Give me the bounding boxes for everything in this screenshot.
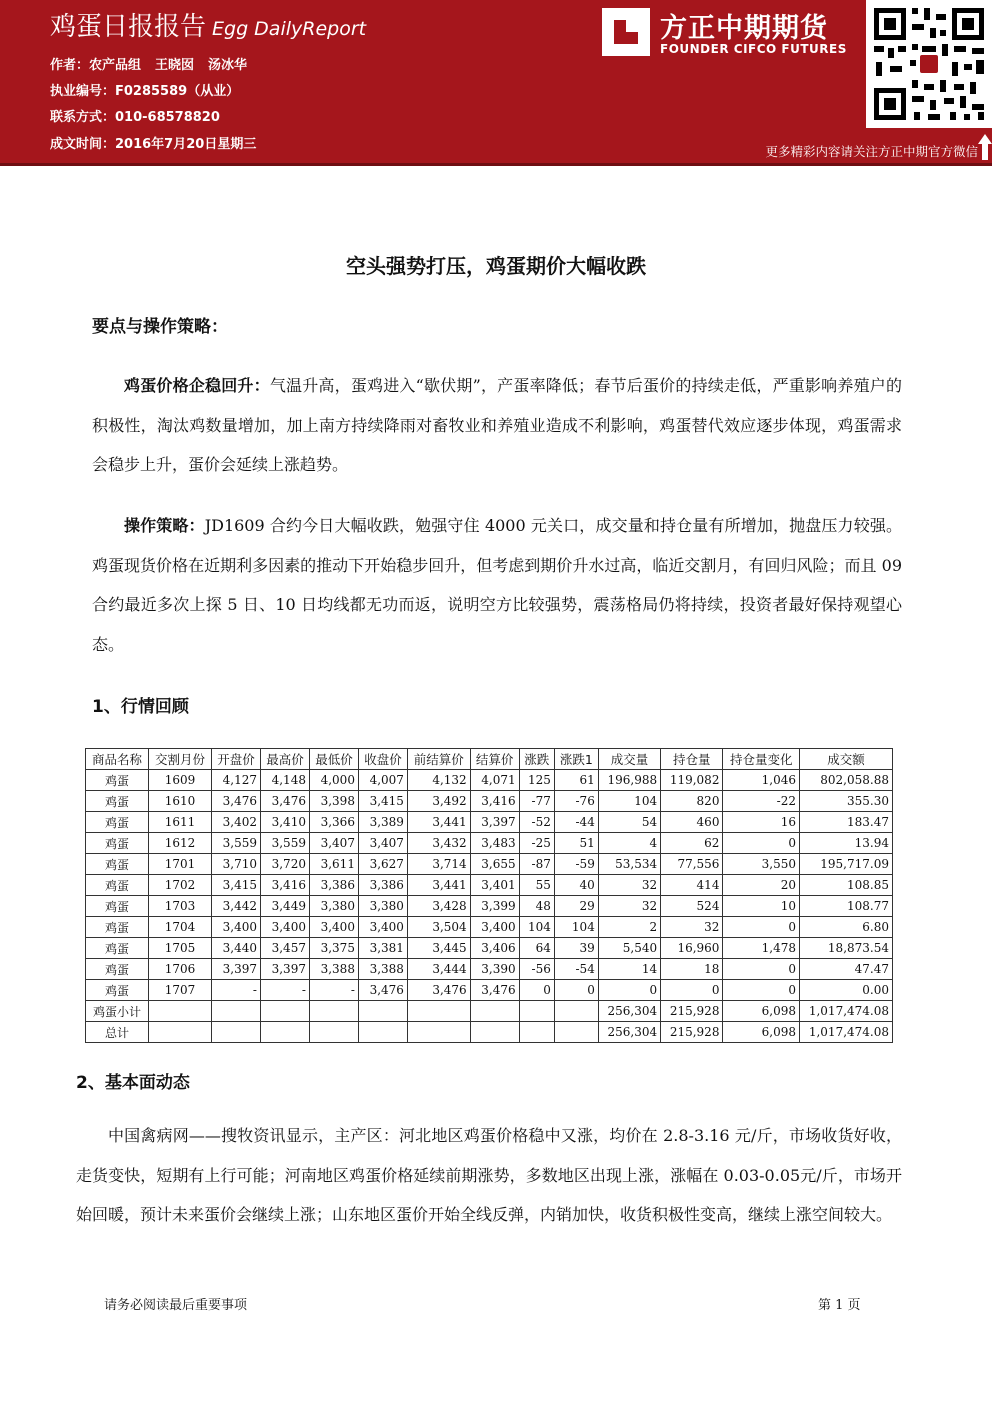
brand-name-en: FOUNDER CIFCO FUTURES (660, 42, 847, 56)
table-cell: 3,402 (212, 812, 261, 833)
subtotal-oi-change: 6,098 (723, 1001, 800, 1022)
total-open-interest: 215,928 (661, 1022, 723, 1043)
table-cell: 32 (598, 875, 660, 896)
column-header: 收盘价 (358, 749, 407, 770)
table-cell: 1701 (149, 854, 212, 875)
table-cell: 3,444 (407, 959, 470, 980)
table-cell: -54 (554, 959, 598, 980)
table-cell: 195,717.09 (800, 854, 893, 875)
subtotal-row (86, 1001, 893, 1022)
strategy-heading: 要点与操作策略： (92, 317, 228, 337)
table-cell: 3,400 (309, 917, 358, 938)
author-name: 汤冰华 (208, 58, 248, 73)
table-row (86, 896, 893, 917)
table-cell: 鸡蛋 (86, 854, 149, 875)
table-cell: 3,415 (358, 791, 407, 812)
table-cell: 3,399 (470, 896, 519, 917)
table-cell: 55 (519, 875, 554, 896)
table-cell: 0 (723, 917, 800, 938)
table-cell: 鸡蛋 (86, 917, 149, 938)
report-date: 成文时间：2016年7月20日星期三 (50, 137, 257, 152)
column-header: 涨跌 (519, 749, 554, 770)
logo-mark-icon (602, 8, 650, 56)
table-cell: 802,058.88 (800, 770, 893, 791)
table-cell: 32 (661, 917, 723, 938)
column-header: 前结算价 (407, 749, 470, 770)
table-cell: 3,720 (260, 854, 309, 875)
table-cell: 47.47 (800, 959, 893, 980)
table-cell: 3,445 (407, 938, 470, 959)
table-cell: 0 (598, 980, 660, 1001)
column-header: 成交额 (800, 749, 893, 770)
table-cell: 104 (519, 917, 554, 938)
table-cell: 1704 (149, 917, 212, 938)
table-cell: 355.30 (800, 791, 893, 812)
table-cell: 16 (723, 812, 800, 833)
author-name: 王晓囡 (155, 58, 195, 73)
table-cell: 3,386 (358, 875, 407, 896)
table-cell: 3,441 (407, 812, 470, 833)
wechat-follow-note: 更多精彩内容请关注方正中期官方微信 (765, 144, 978, 159)
table-cell: 3,559 (212, 833, 261, 854)
table-cell: 3,397 (470, 812, 519, 833)
footer-notice: 请务必阅读最后重要事项 (104, 1298, 248, 1313)
section-heading-fundamentals: 2、基本面动态 (76, 1073, 190, 1093)
page-number: 第 1 页 (818, 1298, 861, 1313)
total-turnover: 1,017,474.08 (800, 1022, 893, 1043)
table-cell: 3,390 (470, 959, 519, 980)
table-cell: 3,415 (212, 875, 261, 896)
empty-cell (212, 1022, 261, 1043)
table-cell: 3,388 (358, 959, 407, 980)
table-cell: 3,406 (470, 938, 519, 959)
table-cell: 108.85 (800, 875, 893, 896)
report-title-cn: 鸡蛋日报报告 (50, 12, 207, 42)
table-cell: 3,400 (260, 917, 309, 938)
brand-name-cn: 方正中期期货 (660, 13, 828, 44)
column-header: 最低价 (309, 749, 358, 770)
table-cell: 鸡蛋 (86, 833, 149, 854)
arrow-up-icon (978, 134, 992, 160)
table-cell: 183.47 (800, 812, 893, 833)
total-volume: 256,304 (598, 1022, 660, 1043)
table-cell: 1611 (149, 812, 212, 833)
table-cell: -52 (519, 812, 554, 833)
table-cell: 3,710 (212, 854, 261, 875)
empty-cell (358, 1001, 407, 1022)
strategy-paragraph (92, 506, 902, 664)
table-cell: 3,398 (309, 791, 358, 812)
fundamentals-paragraph: 中国禽病网——搜牧资讯显示，主产区：河北地区鸡蛋价格稳中又涨，均价在 2.8-3.16 元/斤，市场收货好收，走货变快，短期有上行可能；河南地区鸡蛋价格延续前期涨势，多数地区出现上涨，涨幅在 0.03-0.05元/斤，市场开始回暖，预计未来蛋价会继续上涨；山东地区蛋价开始全线反弹，内销加快，收货积极性变高，继续上涨空间较大。 (76, 1126, 902, 1224)
empty-cell (149, 1001, 212, 1022)
table-cell: 3,366 (309, 812, 358, 833)
table-cell: 3,476 (470, 980, 519, 1001)
table-cell: 鸡蛋 (86, 791, 149, 812)
table-cell: 3,432 (407, 833, 470, 854)
empty-cell (309, 1001, 358, 1022)
subtotal-volume: 256,304 (598, 1001, 660, 1022)
table-cell: 3,504 (407, 917, 470, 938)
table-cell: 6.80 (800, 917, 893, 938)
table-cell: 5,540 (598, 938, 660, 959)
author-line (50, 54, 247, 73)
table-cell: 13.94 (800, 833, 893, 854)
table-row (86, 959, 893, 980)
table-cell: 3,380 (309, 896, 358, 917)
empty-cell (554, 1022, 598, 1043)
table-cell: 3,442 (212, 896, 261, 917)
table-cell: 64 (519, 938, 554, 959)
qr-code (866, 0, 992, 128)
table-cell: 1610 (149, 791, 212, 812)
table-cell: 4,148 (260, 770, 309, 791)
table-cell: 3,428 (407, 896, 470, 917)
table-cell: 104 (598, 791, 660, 812)
table-cell: 125 (519, 770, 554, 791)
column-header: 持仓量变化 (723, 749, 800, 770)
subtotal-turnover: 1,017,474.08 (800, 1001, 893, 1022)
table-cell: 3,476 (407, 980, 470, 1001)
table-cell: 40 (554, 875, 598, 896)
table-cell: -87 (519, 854, 554, 875)
table-row (86, 980, 893, 1001)
table-cell: 3,380 (358, 896, 407, 917)
table-cell: 1706 (149, 959, 212, 980)
table-header-row (86, 749, 893, 770)
header-rule (0, 163, 992, 166)
table-cell: 0 (519, 980, 554, 1001)
table-cell: 鸡蛋 (86, 959, 149, 980)
table-row (86, 833, 893, 854)
price-outlook-paragraph (92, 366, 902, 485)
table-cell: 4,007 (358, 770, 407, 791)
empty-cell (407, 1001, 470, 1022)
page-title: 空头强势打压，鸡蛋期价大幅收跌 (346, 254, 646, 278)
table-cell: - (260, 980, 309, 1001)
column-header: 涨跌1 (554, 749, 598, 770)
table-cell: 14 (598, 959, 660, 980)
table-cell: 104 (554, 917, 598, 938)
empty-cell (519, 1001, 554, 1022)
table-cell: 鸡蛋 (86, 896, 149, 917)
column-header: 持仓量 (661, 749, 723, 770)
section-heading-market-review: 1、行情回顾 (92, 697, 189, 717)
table-row (86, 854, 893, 875)
table-cell: 1705 (149, 938, 212, 959)
table-cell: 3,476 (358, 980, 407, 1001)
table-cell: 3,401 (470, 875, 519, 896)
table-cell: 3,492 (407, 791, 470, 812)
table-cell: 3,440 (212, 938, 261, 959)
empty-cell (554, 1001, 598, 1022)
table-cell: 3,476 (260, 791, 309, 812)
table-cell: 3,397 (260, 959, 309, 980)
table-cell: 鸡蛋 (86, 980, 149, 1001)
paragraph-body: 气温升高，蛋鸡进入“歇伏期”，产蛋率降低；春节后蛋价的持续走低，严重影响养殖户的积极性，淘汰鸡数量增加，加上南方持续降雨对畜牧业和养殖业造成不利影响，鸡蛋替代效应逐步体现，鸡蛋需求会稳步上升，蛋价会延续上涨趋势。 (92, 376, 902, 474)
table-cell: 1702 (149, 875, 212, 896)
report-title-banner (50, 6, 366, 43)
table-cell: 108.77 (800, 896, 893, 917)
table-cell: 16,960 (661, 938, 723, 959)
table-cell: 414 (661, 875, 723, 896)
total-oi-change: 6,098 (723, 1022, 800, 1043)
table-cell: 3,416 (260, 875, 309, 896)
table-cell: 3,410 (260, 812, 309, 833)
column-header: 商品名称 (86, 749, 149, 770)
table-cell: 3,381 (358, 938, 407, 959)
table-cell: 0.00 (800, 980, 893, 1001)
table-cell: 1707 (149, 980, 212, 1001)
table-cell: 1703 (149, 896, 212, 917)
table-cell: 3,627 (358, 854, 407, 875)
empty-cell (470, 1001, 519, 1022)
table-cell: - (309, 980, 358, 1001)
table-cell: 3,655 (470, 854, 519, 875)
table-cell: 1609 (149, 770, 212, 791)
subtotal-open-interest: 215,928 (661, 1001, 723, 1022)
table-cell: -56 (519, 959, 554, 980)
empty-cell (519, 1022, 554, 1043)
table-cell: -22 (723, 791, 800, 812)
table-cell: 3,407 (309, 833, 358, 854)
column-header: 开盘价 (212, 749, 261, 770)
table-row (86, 938, 893, 959)
table-cell: 3,714 (407, 854, 470, 875)
table-cell: -59 (554, 854, 598, 875)
table-cell: 20 (723, 875, 800, 896)
contact-info: 联系方式：010-68578820 (50, 110, 220, 125)
table-cell: - (212, 980, 261, 1001)
paragraph-lead: 操作策略： (124, 516, 205, 535)
table-cell: 3,388 (309, 959, 358, 980)
empty-cell (149, 1022, 212, 1043)
market-table (85, 748, 893, 1043)
qr-code-icon (866, 0, 992, 128)
table-cell: 0 (661, 980, 723, 1001)
empty-cell (358, 1022, 407, 1043)
table-cell: 61 (554, 770, 598, 791)
table-cell: 29 (554, 896, 598, 917)
table-cell: 0 (554, 980, 598, 1001)
table-cell: 77,556 (661, 854, 723, 875)
table-cell: 820 (661, 791, 723, 812)
table-cell: 4,071 (470, 770, 519, 791)
table-cell: -77 (519, 791, 554, 812)
author-label: 作者： (50, 58, 90, 73)
table-cell: 3,386 (309, 875, 358, 896)
table-row (86, 770, 893, 791)
table-cell: 3,559 (260, 833, 309, 854)
table-cell: 3,389 (358, 812, 407, 833)
table-cell: 3,550 (723, 854, 800, 875)
report-title-en: Egg DailyReport (212, 18, 367, 40)
table-cell: 3,416 (470, 791, 519, 812)
table-cell: 1,478 (723, 938, 800, 959)
empty-cell (212, 1001, 261, 1022)
table-cell: 54 (598, 812, 660, 833)
table-row (86, 875, 893, 896)
column-header: 交割月份 (149, 749, 212, 770)
table-cell: 196,988 (598, 770, 660, 791)
empty-cell (470, 1022, 519, 1043)
table-cell: 3,400 (212, 917, 261, 938)
table-cell: 460 (661, 812, 723, 833)
license-number: 执业编号：F0285589（从业） (50, 84, 240, 99)
table-cell: 18 (661, 959, 723, 980)
table-row (86, 812, 893, 833)
table-cell: 鸡蛋 (86, 812, 149, 833)
table-cell: 3,449 (260, 896, 309, 917)
table-cell: 32 (598, 896, 660, 917)
table-cell: 1,046 (723, 770, 800, 791)
empty-cell (407, 1022, 470, 1043)
table-cell: 3,476 (212, 791, 261, 812)
table-cell: -25 (519, 833, 554, 854)
table-cell: 鸡蛋 (86, 770, 149, 791)
table-cell: 鸡蛋 (86, 875, 149, 896)
subtotal-label: 鸡蛋小计 (86, 1001, 149, 1022)
table-cell: 3,375 (309, 938, 358, 959)
table-row (86, 917, 893, 938)
empty-cell (260, 1022, 309, 1043)
table-cell: 10 (723, 896, 800, 917)
table-cell: 1612 (149, 833, 212, 854)
empty-cell (309, 1022, 358, 1043)
table-cell: 0 (723, 980, 800, 1001)
table-cell: 3,441 (407, 875, 470, 896)
table-cell: 3,457 (260, 938, 309, 959)
brand-logo (602, 6, 860, 62)
table-cell: 48 (519, 896, 554, 917)
paragraph-lead: 鸡蛋价格企稳回升： (124, 376, 270, 395)
total-label: 总计 (86, 1022, 149, 1043)
table-cell: 0 (723, 959, 800, 980)
table-cell: 3,407 (358, 833, 407, 854)
total-row (86, 1022, 893, 1043)
table-cell: 3,397 (212, 959, 261, 980)
table-cell: 4,132 (407, 770, 470, 791)
table-body (86, 770, 893, 1043)
column-header: 最高价 (260, 749, 309, 770)
table-cell: 62 (661, 833, 723, 854)
table-cell: 18,873.54 (800, 938, 893, 959)
table-cell: 3,611 (309, 854, 358, 875)
author-group: 农产品组 (89, 58, 142, 73)
table-cell: 0 (723, 833, 800, 854)
table-cell: 524 (661, 896, 723, 917)
table-cell: 51 (554, 833, 598, 854)
empty-cell (260, 1001, 309, 1022)
paragraph-body: JD1609 合约今日大幅收跌，勉强守住 4000 元关口，成交量和持仓量有所增加，抛盘压力较强。鸡蛋现货价格在近期利多因素的推动下开始稳步回升，但考虑到期价升水过高，临近交割月，有回归风险；而且 09 合约最近多次上探 5 日、10 日均线都无功而返，说明空方比较强势，震荡格局仍将持续，投资者最好保持观望心态。 (92, 516, 902, 654)
table-cell: 4,127 (212, 770, 261, 791)
table-cell: -44 (554, 812, 598, 833)
table-cell: 3,400 (470, 917, 519, 938)
table-cell: 4 (598, 833, 660, 854)
table-cell: 鸡蛋 (86, 938, 149, 959)
report-header (0, 0, 992, 163)
table-row (86, 791, 893, 812)
table-cell: 3,483 (470, 833, 519, 854)
column-header: 结算价 (470, 749, 519, 770)
table-cell: 4,000 (309, 770, 358, 791)
table-cell: 39 (554, 938, 598, 959)
table-cell: 53,534 (598, 854, 660, 875)
table-cell: 2 (598, 917, 660, 938)
column-header: 成交量 (598, 749, 660, 770)
table-cell: -76 (554, 791, 598, 812)
table-cell: 3,400 (358, 917, 407, 938)
table-cell: 119,082 (661, 770, 723, 791)
